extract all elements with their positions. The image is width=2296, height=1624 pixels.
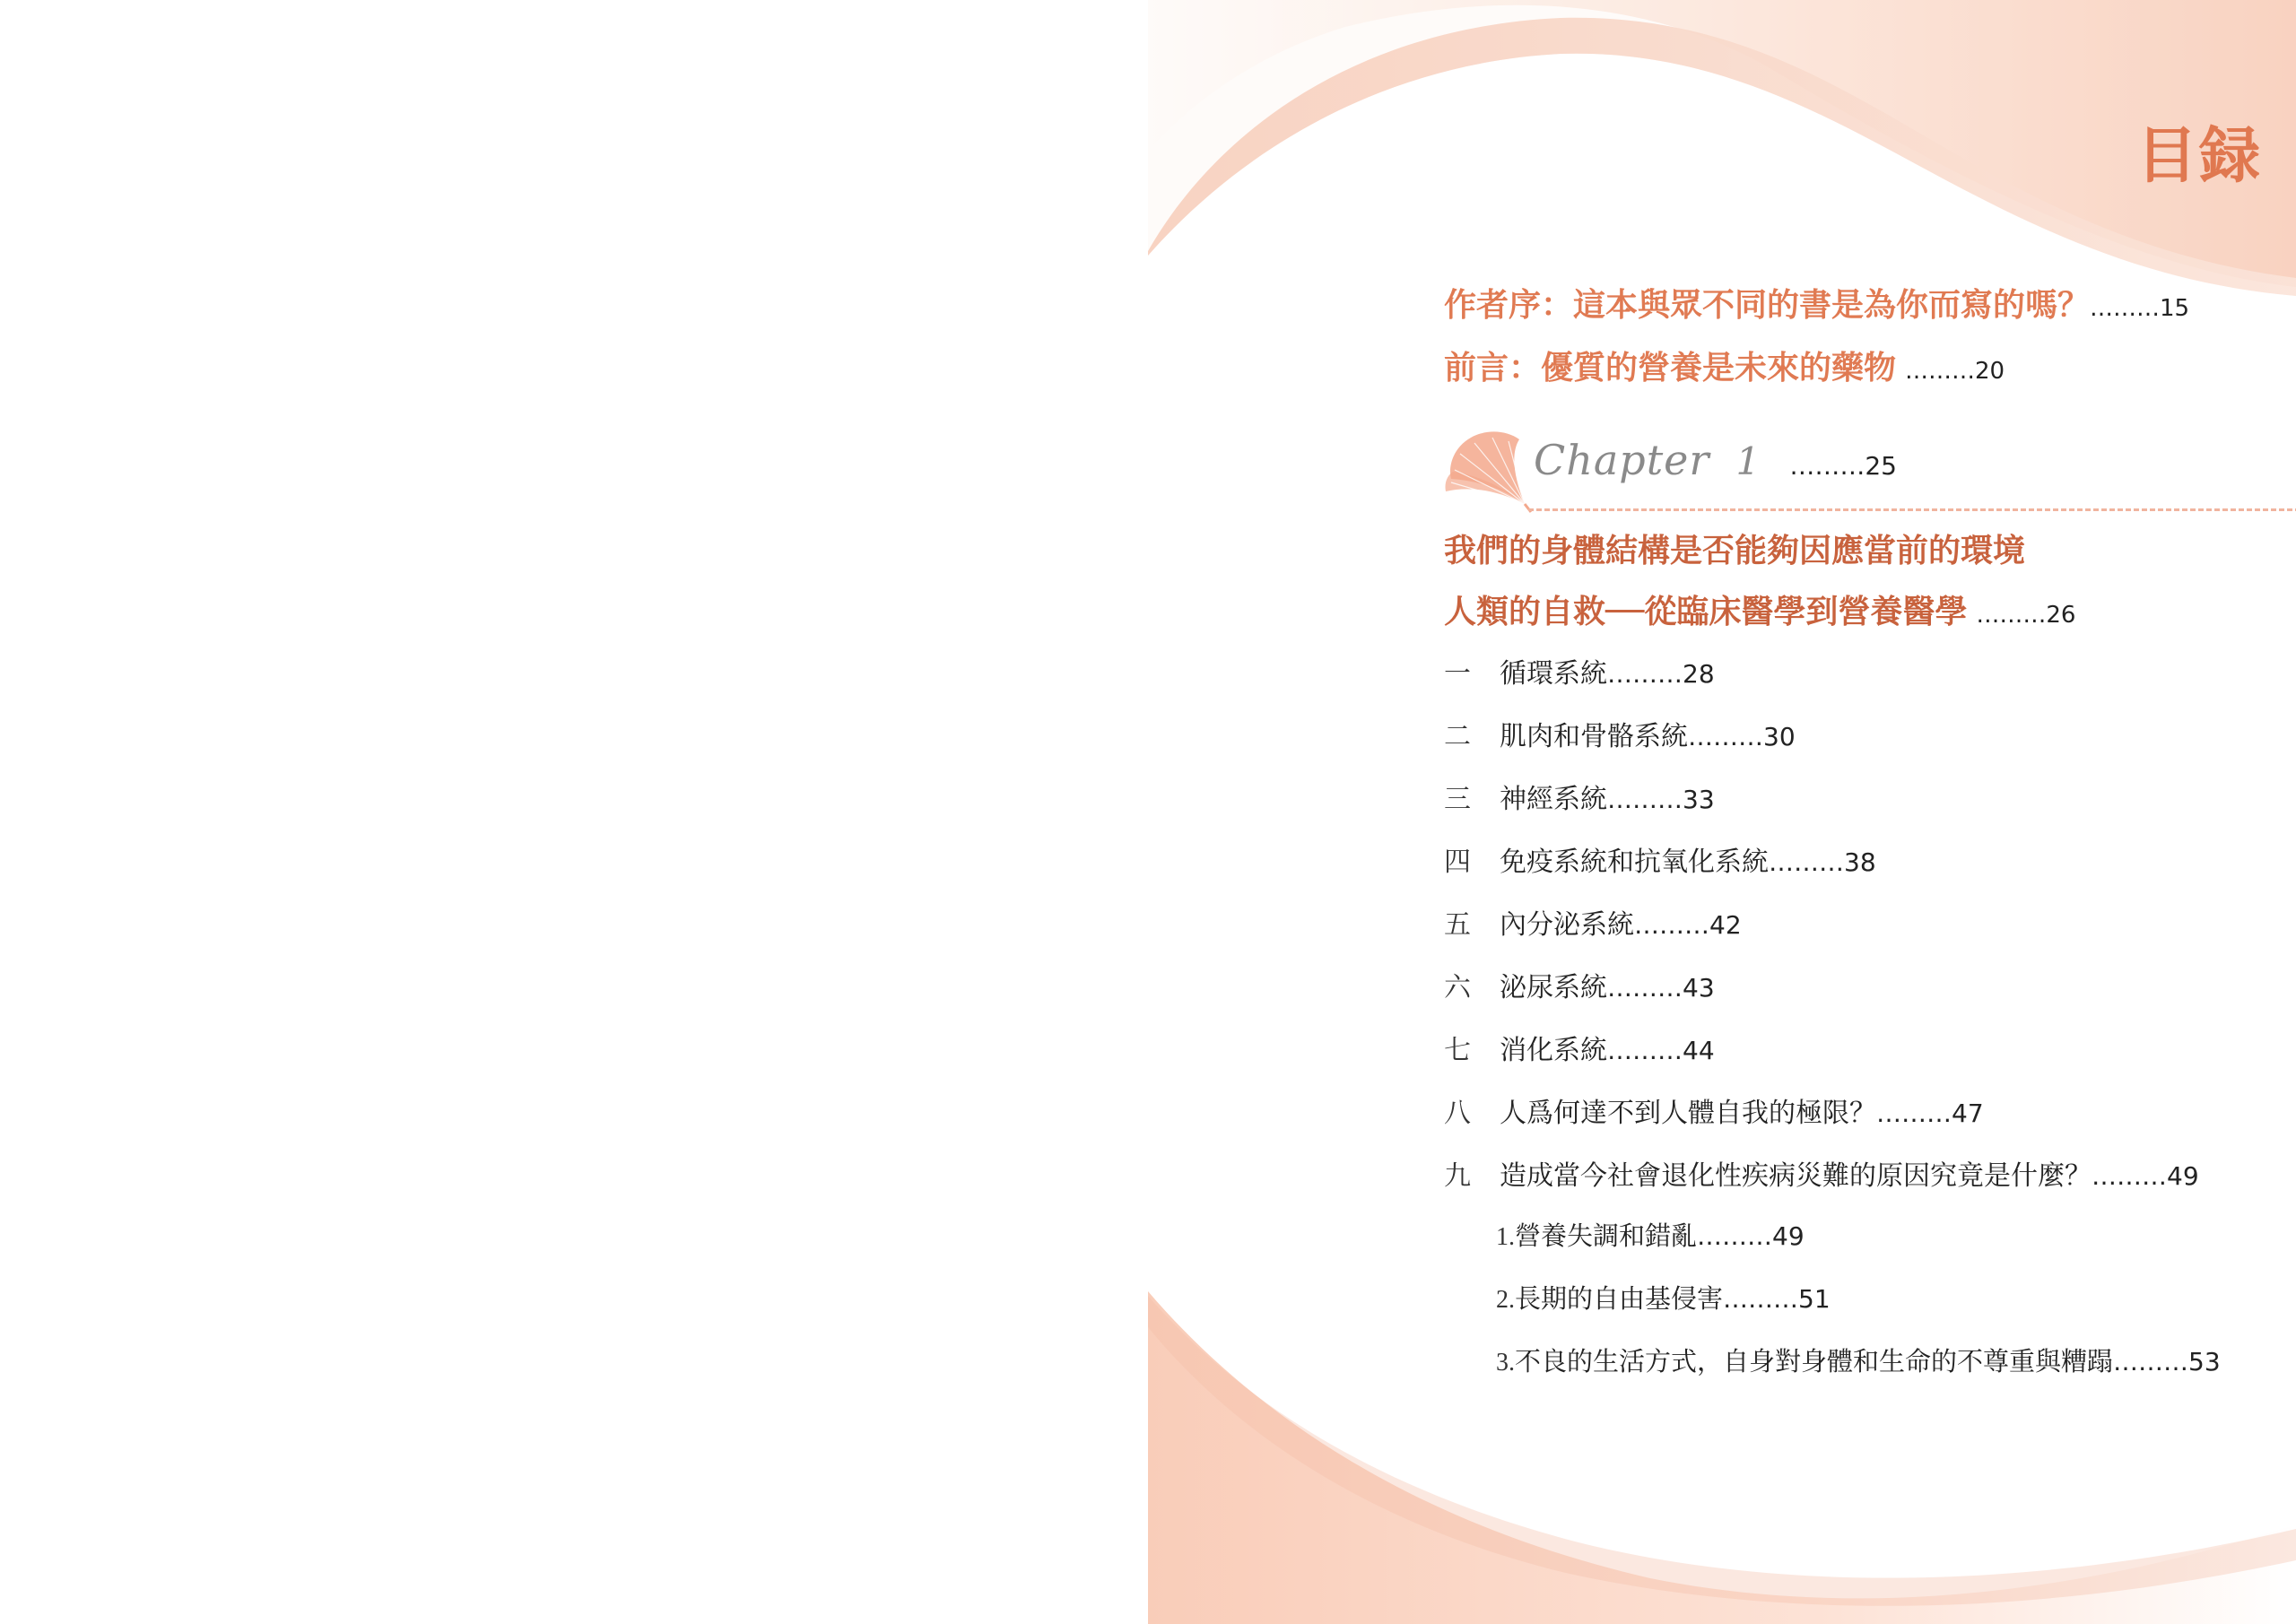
page-number: 53 (2188, 1347, 2221, 1376)
leader-dots: ……… (1976, 602, 2047, 629)
leader-dots: ……… (1607, 659, 1683, 689)
leader-dots: ……… (1688, 722, 1763, 751)
leader-dots: ……… (1723, 1284, 1799, 1314)
chapter-number: 1 (1735, 439, 1761, 483)
page-number: 30 (1763, 722, 1796, 751)
toc-item[interactable] (1444, 1028, 1715, 1067)
toc-title: 目録 (2136, 121, 2263, 192)
page-number: 26 (2046, 602, 2076, 629)
page-number: 44 (1683, 1036, 1715, 1065)
leader-dots: ……… (1789, 451, 1866, 481)
leader-dots: ……… (1607, 973, 1683, 1003)
subitem-label: 長期的自由基侵害 (1515, 1283, 1724, 1314)
page-number: 28 (1683, 659, 1715, 689)
subitem-label: 營養失調和錯亂 (1515, 1220, 1698, 1251)
page-number: 20 (1975, 358, 2005, 385)
chapter-subtitle: 人類的自救──從臨床醫學到營養醫學 (1444, 594, 1968, 630)
toc-item[interactable] (1444, 651, 1715, 690)
ginkgo-leaf-icon (1442, 427, 1532, 513)
item-label: 造成當今社會退化性疾病災難的原因究竟是什麼？ (1500, 1160, 2092, 1192)
item-number: 三 (1444, 784, 1471, 815)
foreword-entry[interactable] (1444, 343, 2005, 388)
leader-dots: ……… (1607, 785, 1683, 814)
page-number: 49 (1772, 1221, 1805, 1251)
item-number: 一 (1444, 658, 1471, 690)
page-number: 38 (1844, 847, 1876, 877)
subitem-number: 3. (1496, 1349, 1515, 1376)
leader-dots: ……… (1697, 1221, 1773, 1251)
toc-subitem[interactable] (1496, 1216, 1805, 1253)
toc-item[interactable] (1444, 1090, 1984, 1130)
item-number: 七 (1444, 1035, 1471, 1066)
toc-item[interactable] (1444, 1153, 2199, 1193)
page-number: 25 (1865, 451, 1897, 481)
chapter-heading[interactable] (1534, 436, 1897, 484)
chapter-divider (1528, 508, 2296, 511)
toc-subitem[interactable] (1496, 1279, 1831, 1316)
item-label: 免疫系統和抗氧化系統 (1500, 847, 1769, 878)
toc-item[interactable] (1444, 965, 1715, 1004)
page-number: 15 (2160, 295, 2190, 322)
item-label: 神經系統 (1500, 784, 1607, 815)
subitem-number: 1. (1496, 1223, 1515, 1251)
item-number: 二 (1444, 721, 1471, 752)
item-label: 泌尿系統 (1500, 972, 1607, 1003)
leader-dots: ……… (1634, 910, 1709, 940)
page-number: 33 (1683, 785, 1715, 814)
toc-item[interactable] (1444, 839, 1876, 879)
item-label: 消化系統 (1500, 1035, 1607, 1066)
chapter-word: Chapter (1534, 436, 1710, 484)
chapter-subtitle-entry[interactable] (1444, 586, 2075, 632)
item-label: 循環系統 (1500, 658, 1607, 690)
item-number: 五 (1444, 909, 1471, 941)
leader-dots: ……… (1905, 358, 1976, 385)
wave-background (1148, 0, 2296, 1624)
item-label: 肌肉和骨骼系統 (1500, 721, 1688, 752)
page-number: 43 (1683, 973, 1715, 1003)
item-label: 人爲何達不到人體自我的極限？ (1500, 1098, 1876, 1129)
subitem-label: 不良的生活方式，自身對身體和生命的不尊重與糟蹋 (1515, 1346, 2114, 1376)
leader-dots: ……… (1876, 1099, 1952, 1128)
toc-item[interactable] (1444, 777, 1715, 816)
item-label: 內分泌系統 (1500, 909, 1634, 941)
toc-page (1148, 0, 2296, 1624)
preface-entry[interactable] (1444, 280, 2189, 326)
subitem-number: 2. (1496, 1286, 1515, 1314)
page-number: 49 (2167, 1161, 2199, 1191)
item-number: 四 (1444, 847, 1471, 878)
leader-dots: ……… (1607, 1036, 1683, 1065)
leader-dots: ……… (2090, 295, 2161, 322)
toc-item[interactable] (1444, 902, 1742, 942)
page-number: 47 (1952, 1099, 1984, 1128)
leader-dots: ……… (1769, 847, 1844, 877)
item-number: 九 (1444, 1160, 1471, 1192)
foreword-entry-label: 前言：優質的營養是未來的藥物 (1444, 350, 1897, 386)
toc-subitem[interactable] (1496, 1342, 2221, 1378)
leader-dots: ……… (2092, 1161, 2167, 1191)
chapter-title: 我們的身體結構是否能夠因應當前的環境 (1444, 533, 2026, 569)
page-number: 42 (1709, 910, 1742, 940)
page-number: 51 (1798, 1284, 1831, 1314)
toc-item[interactable] (1444, 714, 1796, 753)
leader-dots: ……… (2113, 1347, 2189, 1376)
item-number: 六 (1444, 972, 1471, 1003)
preface-entry-label: 作者序：這本與眾不同的書是為你而寫的嗎？ (1444, 287, 2091, 324)
item-number: 八 (1444, 1098, 1471, 1129)
